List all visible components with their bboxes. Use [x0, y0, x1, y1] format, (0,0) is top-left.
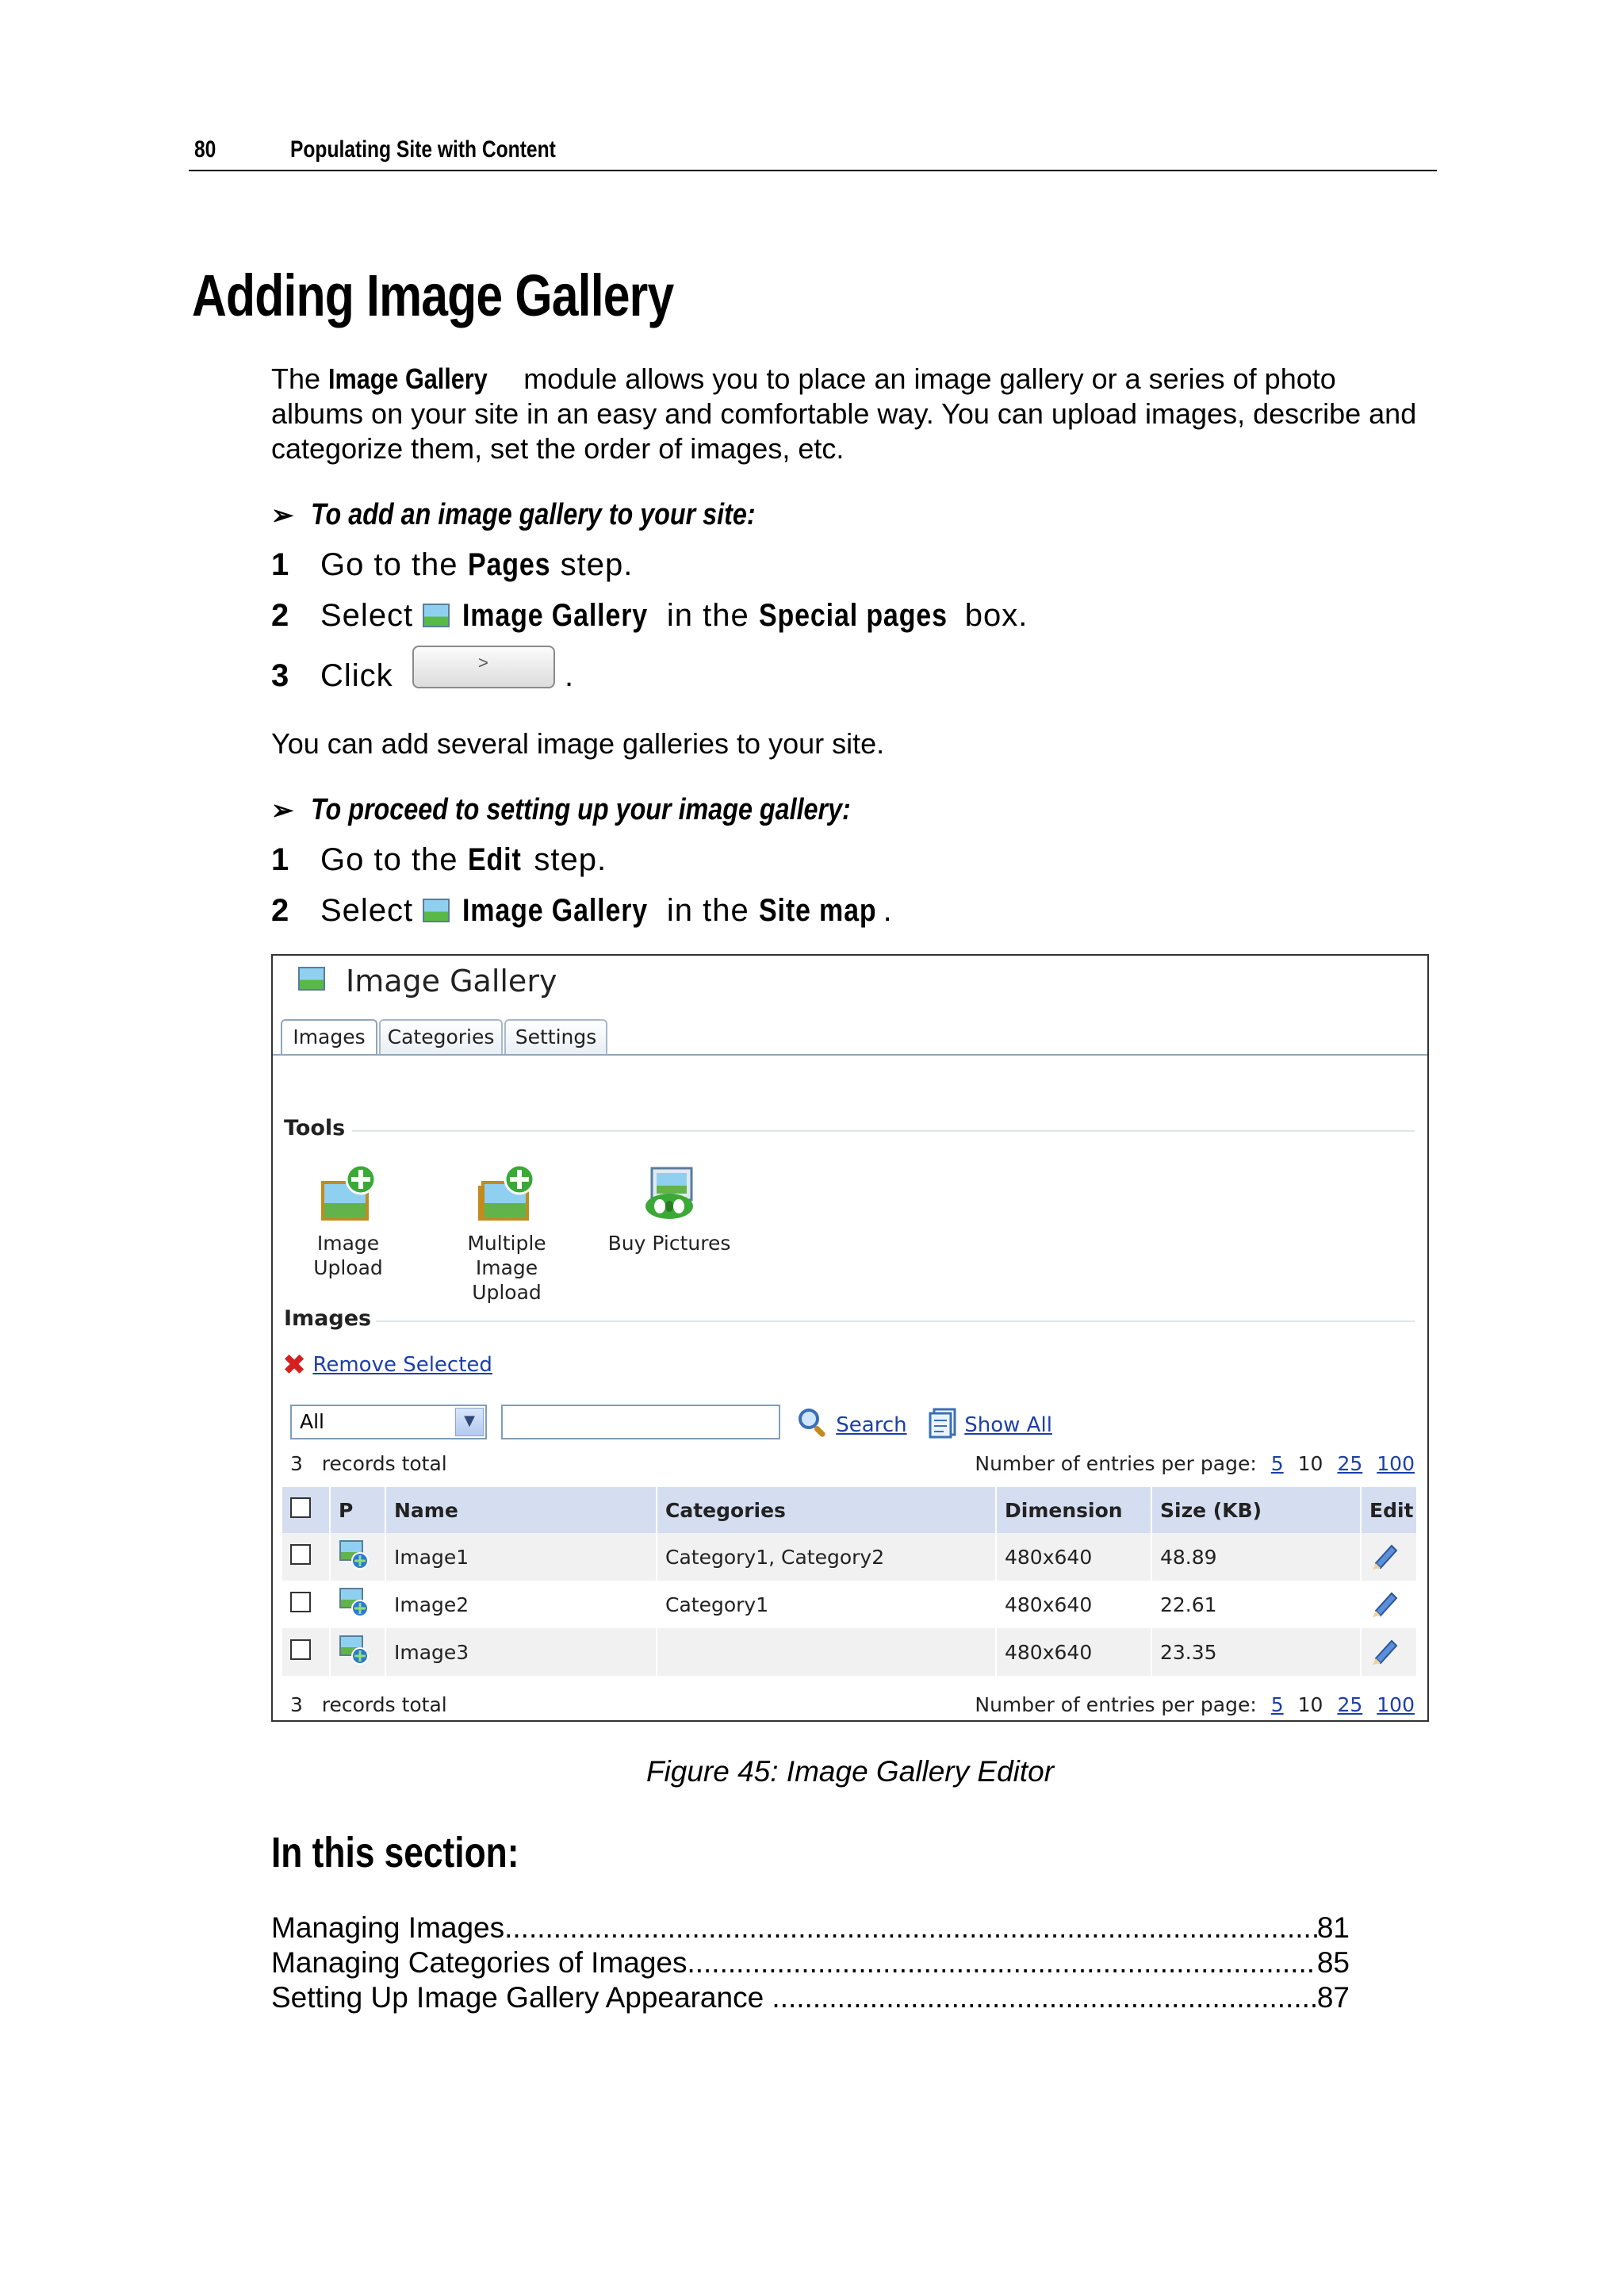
- show-all-action[interactable]: [928, 1406, 1052, 1439]
- step-text: .: [883, 893, 893, 928]
- step-text: in the: [657, 598, 759, 633]
- intro-post: module allows you to place an image gallery or a series of photo albums on your site in an easy and comfortable way. You can upload images, describe and categorize them, set the order of images, etc.: [271, 362, 1417, 465]
- image-categories-cell: [657, 1628, 996, 1676]
- buy-pictures-icon: [638, 1162, 701, 1225]
- section-divider: [352, 1130, 1415, 1132]
- arrow-icon: ➢: [271, 500, 294, 531]
- toc-leader: [772, 1981, 1316, 2014]
- published-image-icon[interactable]: [339, 1539, 369, 1570]
- arrow-icon: ➢: [271, 795, 294, 826]
- entries-label: Number of entries per page:: [975, 1693, 1257, 1716]
- image-dimension-cell: 480x640: [996, 1581, 1151, 1628]
- toc-page: 87: [1316, 1981, 1350, 2014]
- page-size-5[interactable]: 5: [1270, 1693, 1284, 1716]
- proc2-step-1: [271, 842, 1302, 882]
- page-size-25[interactable]: 25: [1337, 1452, 1363, 1475]
- image-name-cell: Image3: [385, 1628, 657, 1676]
- publish-cell: [330, 1628, 385, 1676]
- edit-pencil-icon[interactable]: [1369, 1635, 1400, 1665]
- image-size-cell: 23.35: [1151, 1628, 1361, 1676]
- step-number: 1: [271, 547, 290, 582]
- toc-page: 85: [1316, 1946, 1350, 1979]
- header-rule: [189, 170, 1437, 171]
- published-image-icon[interactable]: [339, 1635, 369, 1665]
- search-icon: [796, 1406, 829, 1439]
- section-divider: [376, 1320, 1415, 1322]
- select-all-cell: [282, 1487, 330, 1533]
- step-text: Click: [320, 658, 393, 693]
- row-checkbox[interactable]: [290, 1592, 311, 1612]
- row-checkbox[interactable]: [290, 1639, 311, 1660]
- remove-selected-link[interactable]: Remove Selected: [312, 1353, 492, 1377]
- image-upload-icon: [316, 1162, 380, 1225]
- step-text: step.: [524, 842, 607, 877]
- page-size-100[interactable]: 100: [1377, 1452, 1415, 1475]
- chevron-down-icon[interactable]: ▼: [455, 1408, 484, 1436]
- step-text: Go to the: [320, 842, 468, 877]
- entries-label: Number of entries per page:: [975, 1452, 1257, 1475]
- category-filter-value: All: [300, 1410, 324, 1433]
- page-size-10: 10: [1297, 1693, 1323, 1716]
- tools-section-title: Tools: [284, 1116, 346, 1140]
- proc1-step-1: [271, 547, 1302, 587]
- publish-cell: [330, 1581, 385, 1628]
- page-size-25[interactable]: 25: [1337, 1693, 1363, 1716]
- edit-cell: [1361, 1533, 1416, 1581]
- buy-pictures-tool[interactable]: [606, 1162, 733, 1255]
- toc-page: 81: [1316, 1911, 1350, 1944]
- toc-entry[interactable]: [271, 1911, 1350, 1945]
- page-size-5[interactable]: 5: [1270, 1452, 1284, 1475]
- search-link[interactable]: Search: [836, 1413, 907, 1437]
- step-number: 1: [271, 842, 290, 877]
- next-button[interactable]: [412, 646, 555, 688]
- step-text: .: [565, 658, 575, 693]
- section-heading: In this section:: [271, 1829, 519, 1876]
- show-all-link[interactable]: Show All: [964, 1413, 1052, 1437]
- image-upload-tool[interactable]: [289, 1162, 408, 1280]
- step-number: 2: [271, 598, 290, 633]
- intro-module-name: Image Gallery: [328, 362, 488, 395]
- figure-caption: Figure 45: Image Gallery Editor: [645, 1755, 1055, 1788]
- toc-leader: [687, 1946, 1316, 1980]
- table-row: [282, 1533, 1416, 1581]
- row-checkbox[interactable]: [290, 1544, 311, 1565]
- search-action[interactable]: [796, 1406, 907, 1439]
- image-categories-cell: Category1: [657, 1581, 996, 1628]
- toc-title: Managing Categories of Images: [271, 1946, 688, 1979]
- step-bold: Edit: [467, 842, 522, 877]
- remove-selected-action[interactable]: [282, 1349, 492, 1382]
- step-number: 2: [271, 893, 290, 928]
- proc1-step-2: [271, 598, 1302, 638]
- search-input[interactable]: [501, 1405, 780, 1439]
- step-text: Select: [320, 598, 423, 633]
- image-name-cell: Image2: [385, 1581, 657, 1628]
- table-header-row: [282, 1487, 1416, 1533]
- multiple-image-upload-icon: [475, 1162, 538, 1225]
- step-text: in the: [657, 893, 759, 928]
- step-bold: Image Gallery: [462, 893, 649, 928]
- tab-strip-line: [273, 1054, 1429, 1056]
- multiple-image-upload-tool[interactable]: [447, 1162, 566, 1305]
- column-header[interactable]: Name: [385, 1487, 657, 1533]
- tab-categories[interactable]: Categories: [379, 1019, 503, 1056]
- publish-cell: [330, 1533, 385, 1581]
- image-size-cell: 22.61: [1151, 1581, 1361, 1628]
- screenshot-title: Image Gallery: [346, 964, 557, 999]
- edit-cell: [1361, 1628, 1416, 1676]
- procedure-title: To proceed to setting up your image gallery:: [310, 793, 851, 826]
- running-title: Populating Site with Content: [290, 136, 556, 163]
- image-dimension-cell: 480x640: [996, 1533, 1151, 1581]
- column-header[interactable]: Categories: [657, 1487, 996, 1533]
- images-table: [282, 1487, 1416, 1676]
- select-all-checkbox[interactable]: [290, 1497, 311, 1518]
- proc1-step-3: [271, 653, 1302, 706]
- table-row: [282, 1628, 1416, 1676]
- edit-pencil-icon[interactable]: [1369, 1539, 1400, 1570]
- page-size-100[interactable]: 100: [1377, 1693, 1415, 1716]
- column-header[interactable]: Size (KB): [1151, 1487, 1361, 1533]
- image-size-cell: 48.89: [1151, 1533, 1361, 1581]
- procedure-title: To add an image gallery to your site:: [310, 498, 756, 531]
- step-text: box.: [955, 598, 1028, 633]
- published-image-icon[interactable]: [339, 1587, 369, 1617]
- column-header: Edit: [1361, 1487, 1416, 1533]
- row-select-cell: [282, 1533, 330, 1581]
- images-section-title: Images: [284, 1306, 372, 1331]
- procedure-heading-2: [271, 793, 946, 827]
- records-total-bottom: 3 records total: [290, 1693, 447, 1716]
- toc-entry[interactable]: [271, 1981, 1350, 2014]
- edit-cell: [1361, 1581, 1416, 1628]
- tool-label: Buy Pictures: [607, 1232, 731, 1255]
- step-bold: Image Gallery: [462, 598, 649, 633]
- intro-pre: The: [271, 362, 329, 395]
- image-gallery-icon: [298, 967, 325, 991]
- step-bold: Site map: [758, 893, 877, 928]
- chapter-title: Adding Image Gallery: [192, 263, 674, 328]
- step-bold: Pages: [467, 547, 551, 582]
- remove-x-icon: ✖: [282, 1349, 307, 1382]
- column-header: P: [330, 1487, 385, 1533]
- step-bold: Special pages: [758, 598, 948, 633]
- records-total: 3 records total: [290, 1452, 447, 1475]
- page-number: 80: [194, 136, 216, 163]
- image-gallery-icon: [423, 899, 450, 922]
- toc-title: Setting Up Image Gallery Appearance: [271, 1981, 772, 2014]
- category-filter-select[interactable]: [290, 1405, 487, 1439]
- tool-label: Multiple Image Upload: [467, 1232, 546, 1304]
- proc2-step-2: [271, 893, 1302, 933]
- image-name-cell: Image1: [385, 1533, 657, 1581]
- tool-label: Image Upload: [313, 1232, 383, 1279]
- procedure-heading-1: [271, 498, 833, 532]
- row-select-cell: [282, 1581, 330, 1628]
- step-text: step.: [550, 547, 634, 582]
- step-number: 3: [271, 658, 290, 693]
- step-text: Select: [320, 893, 423, 928]
- proc1-note: You can add several image galleries to your site.: [271, 727, 885, 760]
- next-button-label: >: [477, 653, 489, 673]
- image-categories-cell: Category1, Category2: [657, 1533, 996, 1581]
- column-header[interactable]: Dimension: [996, 1487, 1151, 1533]
- page-size-10: 10: [1297, 1452, 1323, 1475]
- intro-paragraph: [271, 362, 1429, 466]
- table-row: [282, 1581, 1416, 1628]
- row-select-cell: [282, 1628, 330, 1676]
- edit-pencil-icon[interactable]: [1369, 1587, 1400, 1617]
- entries-per-page: [975, 1452, 1415, 1475]
- show-all-icon: [928, 1406, 958, 1439]
- tab-images[interactable]: Images: [281, 1019, 377, 1056]
- toc-title: Managing Images: [271, 1911, 505, 1944]
- toc-leader: [504, 1911, 1317, 1945]
- step-text: Go to the: [320, 547, 468, 582]
- entries-per-page-bottom: [975, 1693, 1415, 1716]
- toc-entry[interactable]: [271, 1946, 1350, 1980]
- image-gallery-editor-screenshot: [271, 954, 1429, 1722]
- tab-settings[interactable]: Settings: [504, 1019, 607, 1056]
- image-gallery-icon: [423, 604, 450, 627]
- image-dimension-cell: 480x640: [996, 1628, 1151, 1676]
